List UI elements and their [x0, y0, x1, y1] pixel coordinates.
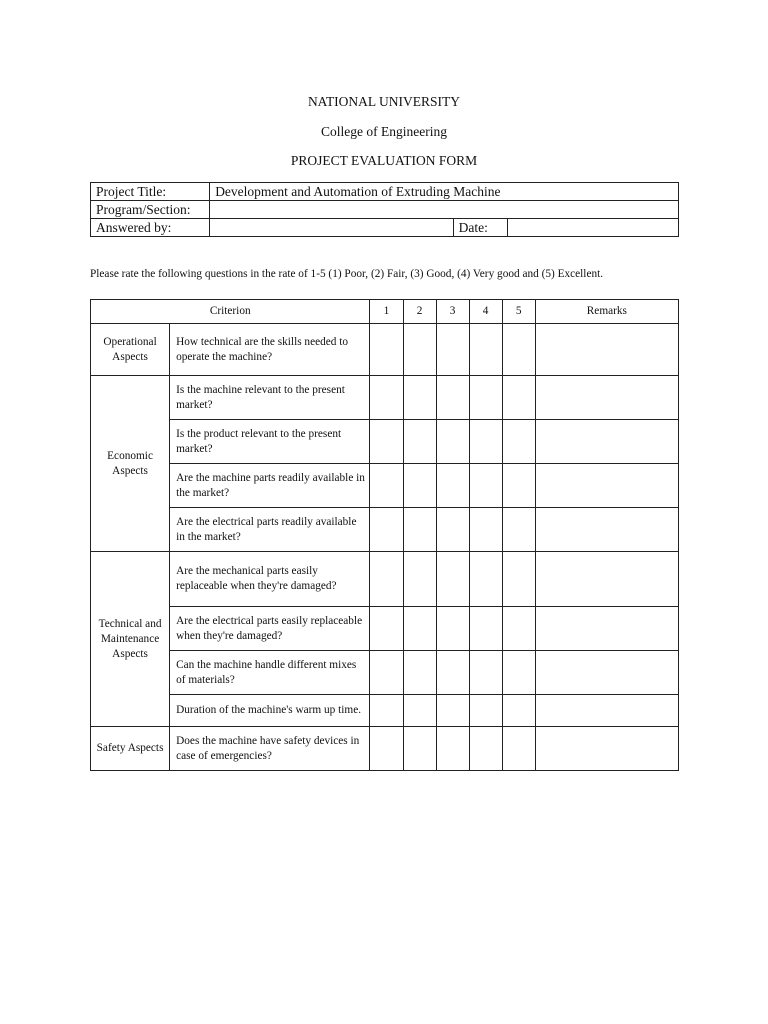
score-1-cell[interactable]	[370, 464, 403, 508]
score-3-cell[interactable]	[436, 727, 469, 771]
score-1-cell[interactable]	[370, 727, 403, 771]
score-1-cell[interactable]	[370, 420, 403, 464]
score-3-cell[interactable]	[436, 552, 469, 607]
date-label: Date:	[453, 219, 507, 237]
table-row	[91, 607, 679, 651]
project-title-field[interactable]: Development and Automation of Extruding Machine	[210, 183, 679, 201]
score-2-header: 2	[403, 300, 436, 324]
table-row	[91, 376, 679, 420]
score-1-header: 1	[370, 300, 403, 324]
score-3-cell[interactable]	[436, 695, 469, 727]
score-5-cell[interactable]	[502, 695, 535, 727]
score-4-cell[interactable]	[469, 727, 502, 771]
score-2-cell[interactable]	[403, 607, 436, 651]
score-3-cell[interactable]	[436, 607, 469, 651]
score-5-cell[interactable]	[502, 651, 535, 695]
answered-by-field[interactable]	[210, 219, 453, 237]
question-cell: Duration of the machine's warm up time.	[170, 695, 370, 727]
score-5-cell[interactable]	[502, 607, 535, 651]
table-row	[91, 324, 679, 376]
table-row	[91, 508, 679, 552]
score-3-cell[interactable]	[436, 420, 469, 464]
question-cell: Can the machine handle different mixes of materials?	[170, 651, 370, 695]
score-2-cell[interactable]	[403, 508, 436, 552]
criterion-header: Criterion	[91, 300, 370, 324]
category-operational: Operational Aspects	[91, 324, 170, 376]
question-cell: Are the electrical parts easily replaceable when they're damaged?	[170, 607, 370, 651]
score-5-cell[interactable]	[502, 508, 535, 552]
score-3-header: 3	[436, 300, 469, 324]
table-header-row	[91, 300, 679, 324]
score-2-cell[interactable]	[403, 651, 436, 695]
remarks-cell[interactable]	[535, 376, 678, 420]
score-3-cell[interactable]	[436, 508, 469, 552]
score-1-cell[interactable]	[370, 324, 403, 376]
category-safety: Safety Aspects	[91, 727, 170, 771]
score-1-cell[interactable]	[370, 695, 403, 727]
answered-by-label: Answered by:	[91, 219, 210, 237]
table-row	[91, 727, 679, 771]
table-row	[91, 464, 679, 508]
question-cell: Are the electrical parts readily available in the market?	[170, 508, 370, 552]
score-3-cell[interactable]	[436, 376, 469, 420]
project-info-table	[90, 182, 679, 237]
score-4-cell[interactable]	[469, 695, 502, 727]
program-section-label: Program/Section:	[91, 201, 210, 219]
question-cell: How technical are the skills needed to operate the machine?	[170, 324, 370, 376]
question-cell: Does the machine have safety devices in case of emergencies?	[170, 727, 370, 771]
table-row	[91, 695, 679, 727]
date-field[interactable]	[507, 219, 678, 237]
score-1-cell[interactable]	[370, 376, 403, 420]
score-1-cell[interactable]	[370, 552, 403, 607]
university-name: NATIONAL UNIVERSITY	[307, 94, 461, 109]
score-4-cell[interactable]	[469, 651, 502, 695]
score-5-cell[interactable]	[502, 420, 535, 464]
score-5-header: 5	[502, 300, 535, 324]
rating-instructions: Please rate the following questions in the rate of 1-5 (1) Poor, (2) Fair, (3) Good, (4) Very good and (5) Excellent.	[90, 268, 604, 280]
evaluation-table	[90, 299, 679, 771]
score-2-cell[interactable]	[403, 695, 436, 727]
table-row	[91, 420, 679, 464]
remarks-cell[interactable]	[535, 324, 678, 376]
score-2-cell[interactable]	[403, 324, 436, 376]
remarks-cell[interactable]	[535, 607, 678, 651]
category-economic: Economic Aspects	[91, 376, 170, 552]
question-cell: Are the machine parts readily available in the market?	[170, 464, 370, 508]
question-cell: Is the machine relevant to the present market?	[170, 376, 370, 420]
score-5-cell[interactable]	[502, 464, 535, 508]
program-section-field[interactable]	[210, 201, 679, 219]
remarks-cell[interactable]	[535, 464, 678, 508]
score-2-cell[interactable]	[403, 464, 436, 508]
score-1-cell[interactable]	[370, 607, 403, 651]
score-4-header: 4	[469, 300, 502, 324]
remarks-cell[interactable]	[535, 508, 678, 552]
form-title: PROJECT EVALUATION FORM	[290, 153, 478, 168]
score-1-cell[interactable]	[370, 651, 403, 695]
question-cell: Is the product relevant to the present market?	[170, 420, 370, 464]
score-2-cell[interactable]	[403, 420, 436, 464]
project-title-label: Project Title:	[91, 183, 210, 201]
score-4-cell[interactable]	[469, 376, 502, 420]
remarks-cell[interactable]	[535, 695, 678, 727]
college-name: College of Engineering	[321, 124, 447, 139]
score-5-cell[interactable]	[502, 727, 535, 771]
category-technical: Technical and Maintenance Aspects	[91, 552, 170, 727]
score-3-cell[interactable]	[436, 324, 469, 376]
score-2-cell[interactable]	[403, 727, 436, 771]
score-5-cell[interactable]	[502, 324, 535, 376]
score-3-cell[interactable]	[436, 651, 469, 695]
score-1-cell[interactable]	[370, 508, 403, 552]
score-4-cell[interactable]	[469, 552, 502, 607]
score-3-cell[interactable]	[436, 464, 469, 508]
remarks-header: Remarks	[535, 300, 678, 324]
remarks-cell[interactable]	[535, 651, 678, 695]
score-4-cell[interactable]	[469, 607, 502, 651]
table-row	[91, 651, 679, 695]
score-5-cell[interactable]	[502, 376, 535, 420]
score-4-cell[interactable]	[469, 464, 502, 508]
score-4-cell[interactable]	[469, 420, 502, 464]
question-cell: Are the mechanical parts easily replaceable when they're damaged?	[170, 552, 370, 607]
score-4-cell[interactable]	[469, 324, 502, 376]
score-2-cell[interactable]	[403, 552, 436, 607]
remarks-cell[interactable]	[535, 552, 678, 607]
remarks-cell[interactable]	[535, 420, 678, 464]
score-2-cell[interactable]	[403, 376, 436, 420]
score-4-cell[interactable]	[469, 508, 502, 552]
table-row	[91, 552, 679, 607]
remarks-cell[interactable]	[535, 727, 678, 771]
score-5-cell[interactable]	[502, 552, 535, 607]
